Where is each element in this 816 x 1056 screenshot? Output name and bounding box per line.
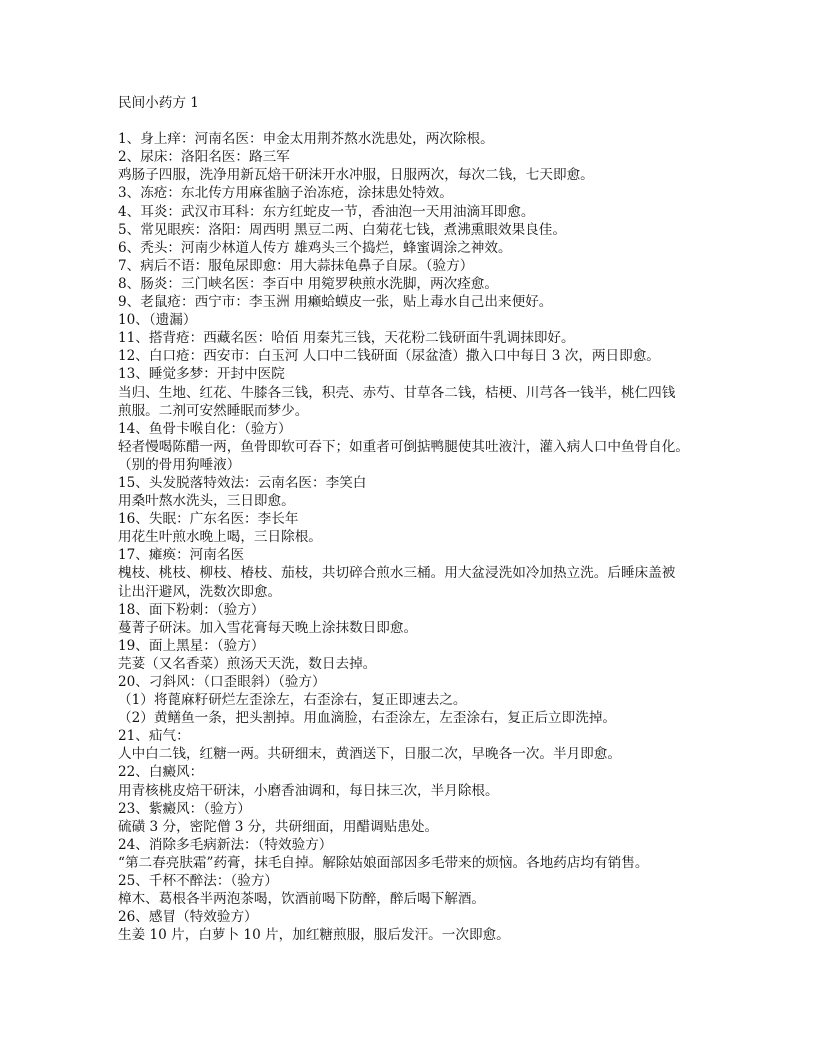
text-line: 2、尿床：洛阳名医：路三军 xyxy=(118,149,290,166)
text-line: 24、消除多毛病新法：（特效验方） xyxy=(118,836,333,853)
text-line: 15、头发脱落特效法：云南名医：李笑白 xyxy=(118,474,367,491)
text-line: 23、紫癜风：（验方） xyxy=(118,800,251,817)
document-title: 民间小药方 1 xyxy=(118,95,199,111)
text-line: 12、白口疮：西安市：白玉河 人口中二钱研面（尿盆渣）撒入口中每日 3 次，两日即愈。 xyxy=(118,348,660,365)
document-body xyxy=(118,130,758,944)
text-line: 硫磺 3 分，密陀僧 3 分，共研细面，用醋调贴患处。 xyxy=(118,818,439,835)
blank-line xyxy=(118,112,758,130)
text-line: 用桑叶熬水洗头，三日即愈。 xyxy=(118,493,295,510)
text-line: 26、感冒（特效验方） xyxy=(118,909,258,926)
text-line: 轻者慢喝陈醋一两，鱼骨即软可吞下；如重者可倒掂鸭腿使其吐液汁，灌入病人口中鱼骨自化。 xyxy=(118,438,689,455)
text-line: 21、疝气： xyxy=(118,728,190,745)
text-line: “第二春亮肤霜”药膏，抹毛自掉。解除姑娘面部因多毛带来的烦恼。各地药店均有销售。 xyxy=(118,854,649,871)
text-line: （别的骨用狗唾液） xyxy=(118,456,241,473)
text-line: 生姜 10 片，白萝卜 10 片，加红糖煎服，服后发汗。一次即愈。 xyxy=(118,927,510,944)
text-line: 25、千杯不醉法：（验方） xyxy=(118,873,279,890)
text-line: 芫荽（又名香菜）煎汤天天洗，数日去掉。 xyxy=(118,655,377,672)
text-line: 人中白二钱，红糖一两。共研细末，黄酒送下，日服二次，早晚各一次。半月即愈。 xyxy=(118,746,621,763)
text-line: 8、肠炎：三门峡名医：李百中 用箢罗秧煎水洗脚，两次痊愈。 xyxy=(118,275,498,292)
text-line: 3、冻疮：东北传方用麻雀脑子治冻疮，涂抹患处特效。 xyxy=(118,185,453,202)
text-line: 煎服。二剂可安然睡眠而梦少。 xyxy=(118,402,309,419)
text-line: 14、鱼骨卡喉自化：（验方） xyxy=(118,420,292,437)
text-line: 让出汗避风，洗数次即愈。 xyxy=(118,583,282,600)
text-line: 槐枝、桃枝、柳枝、椿枝、茄枝，共切碎合煎水三桶。用大盆浸洗如冷加热立洗。后睡床盖被 xyxy=(118,565,676,582)
text-line: 22、白癜风： xyxy=(118,764,204,781)
text-line: 1、身上痒：河南名医：申金太用荆芥熬水洗患处，两次除根。 xyxy=(118,131,494,148)
text-line: 20、刁斜风：（口歪眼斜）（验方） xyxy=(118,674,326,690)
text-line: 16、失眠：广东名医：李长年 xyxy=(118,511,299,528)
text-line: 用青核桃皮焙干研沫，小磨香油调和，每日抹三次，半月除根。 xyxy=(118,782,499,799)
text-line: 4、耳炎：武汉市耳科：东方红蛇皮一节，香油泡一天用油滴耳即愈。 xyxy=(118,203,535,220)
text-line: 9、老鼠疮：西宁市：李玉洲 用癞蛤蟆皮一张，贴上毒水自己出来便好。 xyxy=(118,294,553,311)
text-line: （2）黄鳝鱼一条，把头割掉。用血滴脸，右歪涂左，左歪涂右，复正后立即洗掉。 xyxy=(118,710,617,727)
text-line: 用花生叶煎水晚上喝，三日除根。 xyxy=(118,529,322,546)
text-line: 蔓菁子研沫。加入雪花膏每天晚上涂抹数日即愈。 xyxy=(118,619,418,636)
text-line: 鸡肠子四服，洗净用新瓦焙干研沫开水冲服，日服两次，每次二钱，七天即愈。 xyxy=(118,167,594,184)
text-line: 13、睡觉多梦：开封中医院 xyxy=(118,366,285,383)
text-line: 樟木、葛根各半两泡茶喝，饮酒前喝下防醉，醉后喝下解酒。 xyxy=(118,891,486,908)
text-line: 6、秃头：河南少林道人传方 雄鸡头三个捣烂，蜂蜜调涂之神效。 xyxy=(118,239,512,256)
text-line: 18、面下粉刺：（验方） xyxy=(118,601,265,618)
text-line: 10、（遗漏） xyxy=(118,312,197,329)
document-page xyxy=(118,94,758,944)
text-line: 7、病后不语：服龟尿即愈：用大蒜抹龟鼻子自尿。（验方） xyxy=(118,257,474,274)
text-line: 19、面上黑星：（验方） xyxy=(118,637,265,654)
text-line: 17、瘫痪：河南名医 xyxy=(118,547,245,564)
text-line: 当归、生地、红花、牛膝各三钱，积壳、赤芍、甘草各二钱，桔梗、川芎各一钱半，桃仁四钱 xyxy=(118,384,676,401)
text-line: （1）将蓖麻籽研烂左歪涂左，右歪涂右，复正即速去之。 xyxy=(118,692,467,709)
text-line: 5、常见眼疾：洛阳：周西明 黑豆二两、白菊花七钱，煮沸熏眼效果良佳。 xyxy=(118,221,566,238)
text-line: 11、搭背疮：西藏名医：哈佰 用秦艽三钱，天花粉二钱研面牛乳调抹即好。 xyxy=(118,330,575,347)
